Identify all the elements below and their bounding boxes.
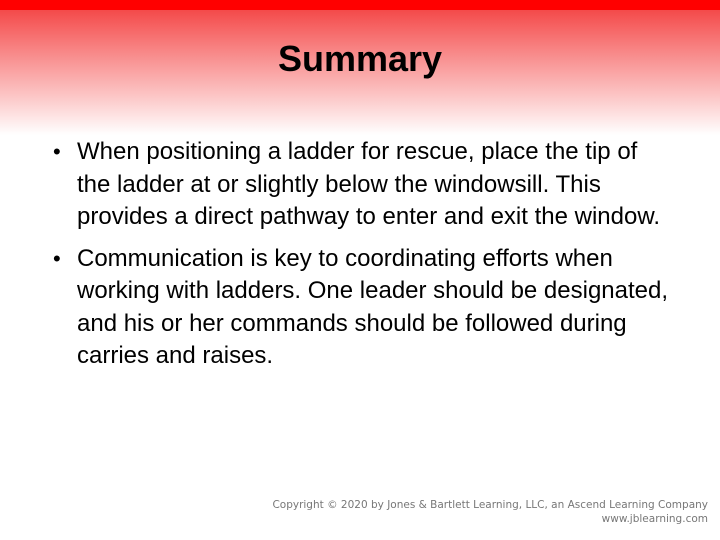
bullet-item bbox=[50, 243, 670, 373]
copyright-text: Copyright © 2020 by Jones & Bartlett Learning, LLC, an Ascend Learning Company bbox=[272, 499, 708, 511]
bullet-marker: • bbox=[53, 245, 61, 271]
slide-title: Summary bbox=[277, 38, 443, 79]
bullet-text: When positioning a ladder for rescue, place the tip of the ladder at or slightly below the windowsill. This provides a direct pathway to enter and exit the window. bbox=[77, 138, 661, 230]
bullet-marker: • bbox=[53, 139, 61, 164]
copyright-footer bbox=[272, 498, 708, 526]
bullet-list bbox=[50, 136, 670, 382]
bullet-text: Communication is key to coordinating efforts when working with ladders. One leader should be designated, and his or her commands should be followed during carries and raises. bbox=[77, 244, 669, 369]
accent-bar bbox=[0, 0, 720, 10]
website-link[interactable]: www.jblearning.com bbox=[601, 513, 708, 525]
bullet-item bbox=[50, 136, 670, 234]
